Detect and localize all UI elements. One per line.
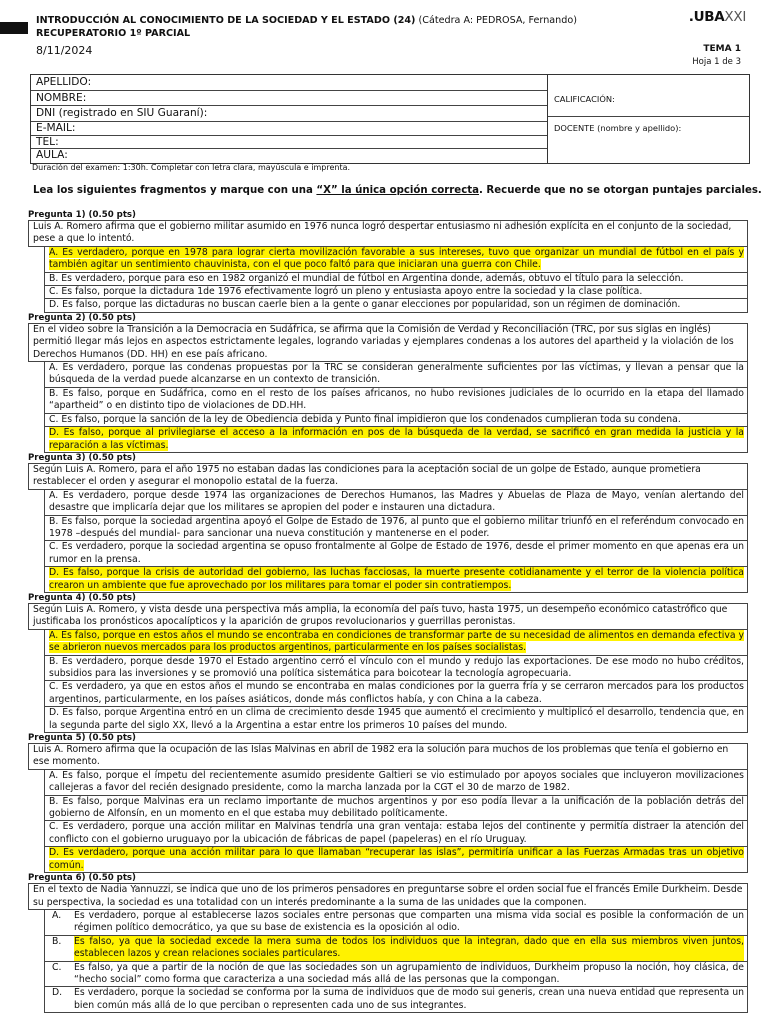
field-email[interactable]: E-MAIL: [31,122,547,136]
option-text: D. Es verdadero, porque una acción militar para lo que llamaban “recuperar las islas”, permitiría unificar a las Fuerzas Armadas tras un objetivo común. [49,847,744,871]
field-calificacion[interactable]: CALIFICACIÓN: [548,75,749,117]
logo-main: .UBA [688,9,725,25]
option-text: A. Es verdadero, porque en 1978 para lograr cierta movilización favorable a sus intereses, tuvo que organizar un mundial de fútbol en el país y también agitar un sentimiento chauvinista, con el que poco faltó para que iniciaran una guerra con Chile. [49,246,744,271]
grading-fields [548,75,749,163]
tema-label: TEMA 1 [703,44,741,54]
question-stem: Según Luis A. Romero, para el año 1975 no estaban dadas las condiciones para la aceptación social de un golpe de Estado, aunque prometiera restablecer el orden y asegurar el monopolio estatal de la fuerza. [28,463,748,490]
option-text: D. Es falso, porque las dictaduras no buscan caerle bien a la gente o ganar elecciones por popularidad, son un régimen de dominación. [49,299,681,311]
option-text: B. Es falso, porque en Sudáfrica, como en el resto de los países africanos, no hubo revisiones judiciales de lo ocurrido en la etapa del llamado “apartheid” o en distinto tipo de violaciones de DD.HH. [49,387,744,412]
question-label: Pregunta 1) (0.50 pts) [28,210,136,220]
answer-option-c[interactable] [44,541,748,567]
field-aula[interactable]: AULA: [36,149,68,161]
option-text: Es falso, ya que la sociedad excede la mera suma de todos los individuos que la integran, dado que en ella sus miembros viven juntos, establecen lazos y crean relaciones sociales particulares. [74,935,744,960]
student-id-box [30,74,750,164]
option-text: C. Es verdadero, porque la sociedad argentina se opuso frontalmente al Golpe de Estado de 1976, desde el primer momento en que apenas era un rumor en la prensa. [49,541,744,565]
option-text: D. Es falso, porque Argentina entró en un clima de crecimiento desde 1945 que aumentó el crecimiento y multiplicó el desarrollo, tendencia que, en la segunda parte del siglo XX, llevó a la Argentina a estar entre los primeros 10 países del mundo. [49,707,744,731]
field-dni[interactable]: DNI (registrado en SIU Guaraní): [31,106,547,122]
answer-option-b[interactable] [44,388,748,414]
option-text: B. Es falso, porque la sociedad argentina apoyó el Golpe de Estado de 1976, al punto que el gobierno militar triunfó en el referéndum convocado en 1978 –después del mundial- para sancionar una nueva constitución y mantenerse en el poder. [49,515,744,539]
answer-option-d[interactable] [44,567,748,593]
option-text: C. Es falso, porque la dictadura 1de 1976 efectivamente logró un pleno y entusiasta apoyo entre la sociedad y la clase política. [49,286,643,298]
question-2 [28,314,748,453]
answer-option-a[interactable] [44,630,748,656]
field-nombre[interactable]: NOMBRE: [31,91,547,106]
option-text: B. Es verdadero, porque desde 1970 el Estado argentino cerró el vínculo con el mundo y redujo las exportaciones. De ese modo no hubo créditos, subsidios para las inversiones y se promovió una política sistemática para boicotear la tecnología agropecuaria. [49,655,744,679]
option-letter: C. [52,961,62,973]
option-text: C. Es falso, porque la sanción de la ley de Obediencia debida y Punto final impidieron que los condenados cumplieran toda su condena. [49,413,681,425]
student-fields [31,75,548,163]
answer-option-d[interactable] [44,707,748,733]
course-title-line [36,15,577,26]
answer-option-a[interactable] [44,247,748,273]
option-text: D. Es falso, porque la crisis de autoridad del gobierno, las luchas facciosas, la muerte presente cotidianamente y el terror de la violencia política crearon un ambiente que fue aprovechado por los militares para tomar el poder sin contratiempos. [49,567,744,591]
question-label: Pregunta 2) (0.50 pts) [28,312,136,323]
question-stem: Según Luis A. Romero, y vista desde una perspectiva más amplia, la economía del país tuvo, hasta 1975, un desempeño económico catastrófico que justificaba los pronósticos apocalípticos y la aparición de grupos revolucionarios y guerrillas peronistas. [28,603,748,630]
field-tel[interactable]: TEL: [31,136,547,149]
question-6 [28,874,748,1013]
question-label: Pregunta 5) (0.50 pts) [28,733,136,744]
answer-option-a[interactable] [44,910,748,936]
answer-option-b[interactable] [44,656,748,682]
answer-option-b[interactable] [44,936,748,962]
option-text: Es falso, ya que a partir de la noción de que las sociedades son un agrupamiento de individuos, Durkheim propuso la noción, hoy clásica, de “hecho social” como forma que caracteriza a una sociedad más allá de las personas que la compongan. [74,961,744,985]
question-5 [28,734,748,873]
option-letter: D. [52,987,63,999]
answer-option-a[interactable] [44,770,748,796]
question-stem: Luis A. Romero afirma que el gobierno militar asumido en 1976 nunca logró despertar entusiasmo ni adhesión explícita en el conjunto de la sociedad, pese a que lo intentó. [28,220,748,247]
question-label: Pregunta 3) (0.50 pts) [28,452,136,463]
option-text: B. Es falso, porque Malvinas era un reclamo importante de muchos argentinos y por eso podía llevar a la unificación de la población detrás del gobierno de Alfonsín, en un momento en el que estaba muy debilitado políticamente. [49,795,744,820]
exam-duration-note: Duración del examen: 1:30h. Completar con letra clara, mayúscula e imprenta. [32,163,351,172]
answer-option-d[interactable] [44,427,748,453]
questions-area [28,211,748,1014]
question-label: Pregunta 4) (0.50 pts) [28,592,136,603]
option-text: D. Es falso, porque al privilegiarse el acceso a la información en pos de la búsqueda de la verdad, se sacrificó en gran medida la justicia y la reparación a las víctimas. [49,427,744,451]
question-1 [28,211,748,313]
page-indicator: Hoja 1 de 3 [692,57,741,67]
instructions [33,185,762,196]
answer-option-c[interactable] [44,821,748,847]
instructions-part1: Lea los siguientes fragmentos y marque con una [33,185,317,196]
question-stem: En el texto de Nadia Yannuzzi, se indica que uno de los primeros pensadores en preguntarse sobre el orden social fue el francés Emile Durkheim. Desde su perspectiva, la sociedad es una totalidad con un interés predominante a la suma de las unidades que la componen. [28,883,748,910]
instructions-part2: “X” la única opción correcta [316,185,479,196]
option-text: C. Es verdadero, ya que en estos años el mundo se encontraba en malas condiciones por la guerra fría y se cerraron mercados para los productos argentinos, particularmente, en los países asiáticos, donde más conflictos había, y con China a la cabeza. [49,681,744,705]
field-docente[interactable]: DOCENTE (nombre y apellido): [554,123,682,133]
catedra: (Cátedra A: PEDROSA, Fernando) [418,15,577,26]
answer-option-d[interactable] [44,987,748,1013]
option-text: Es verdadero, porque al establecerse lazos sociales entre personas que comparten una misma vida social es posible la conformación de un régimen político democrático, ya que su base de existencia es la oposición al odio. [74,909,744,934]
option-text: Es verdadero, porque la sociedad se conforma por la suma de individuos que de modo sui generis, crean una nueva entidad que representa un bien común más allá de lo que perciban o representen cada uno de sus integrantes. [74,987,744,1011]
answer-option-d[interactable] [44,299,748,312]
field-apellido[interactable]: APELLIDO: [31,75,547,91]
question-stem: En el video sobre la Transición a la Democracia en Sudáfrica, se afirma que la Comisión de Verdad y Reconciliación (TRC, por sus siglas en inglés) permitió llegar más lejos en aspectos estrictamente legales, logrando variadas y ejemplares condenas a los autores del apartheid y la violación de los Derechos Humanos (DD. HH) en ese país africano. [28,323,748,362]
option-letter: B. [52,935,62,947]
question-4 [28,594,748,733]
answer-option-c[interactable] [44,414,748,427]
question-stem: Luis A. Romero afirma que la ocupación de las Islas Malvinas en abril de 1982 era la solución para muchos de los problemas que tenía el gobierno en ese momento. [28,743,748,770]
option-text: A. Es verdadero, porque las condenas propuestas por la TRC se consideran generalmente suficientes por las víctimas, y llevan a pensar que la búsqueda de la verdad puede alcanzarse en un contexto de transición. [49,362,744,386]
header-black-bar [0,22,28,34]
answer-option-a[interactable] [44,362,748,388]
answer-option-b[interactable] [44,273,748,286]
answer-option-c[interactable] [44,962,748,988]
course-title: INTRODUCCIÓN AL CONOCIMIENTO DE LA SOCIEDAD Y EL ESTADO (24) [36,15,416,26]
answer-option-b[interactable] [44,516,748,542]
option-text: A. Es verdadero, porque desde 1974 las organizaciones de Derechos Humanos, las Madres y Abuelas de Plaza de Mayo, venían alertando del desastre que implicaría dejar que los militares se apropien del poder e instauren una dictadura. [49,489,744,514]
option-letter: A. [52,909,62,921]
option-text: B. Es verdadero, porque para eso en 1982 organizó el mundial de fútbol en Argentina donde, además, obtuvo el título para la selección. [49,272,684,284]
uba-xxi-logo [689,9,746,25]
logo-suffix: XXI [724,9,746,25]
answer-option-c[interactable] [44,681,748,707]
option-text: A. Es falso, porque en estos años el mundo se encontraba en condiciones de transformar parte de su necesidad de alimentos en demanda efectiva y se abrieron nuevos mercados para los productos argentinos, particularmente en los países socialistas. [49,629,744,654]
exam-date: 8/11/2024 [36,44,93,57]
answer-option-b[interactable] [44,796,748,822]
option-text: A. Es falso, porque el ímpetu del recientemente asumido presidente Galtieri se vio estimulado por apoyos sociales que incluyeron movilizaciones callejeras a favor del recién designado presidente, como la marcha lanzada por la CGT el 30 de marzo de 1982. [49,769,744,794]
question-label: Pregunta 6) (0.50 pts) [28,873,136,884]
answer-option-d[interactable] [44,847,748,873]
question-3 [28,454,748,593]
exam-type: RECUPERATORIO 1º PARCIAL [36,28,191,39]
answer-option-a[interactable] [44,490,748,516]
answer-option-c[interactable] [44,286,748,299]
instructions-part3: . Recuerde que no se otorgan puntajes parciales. [478,185,762,196]
option-text: C. Es verdadero, porque una acción militar en Malvinas tendría una gran ventaja: estaba lejos del continente y permitía distraer la atención del conflicto con el gobierno uruguayo por la ubicación de fábricas de papel (papeleras) en el río Uruguay. [49,821,744,845]
